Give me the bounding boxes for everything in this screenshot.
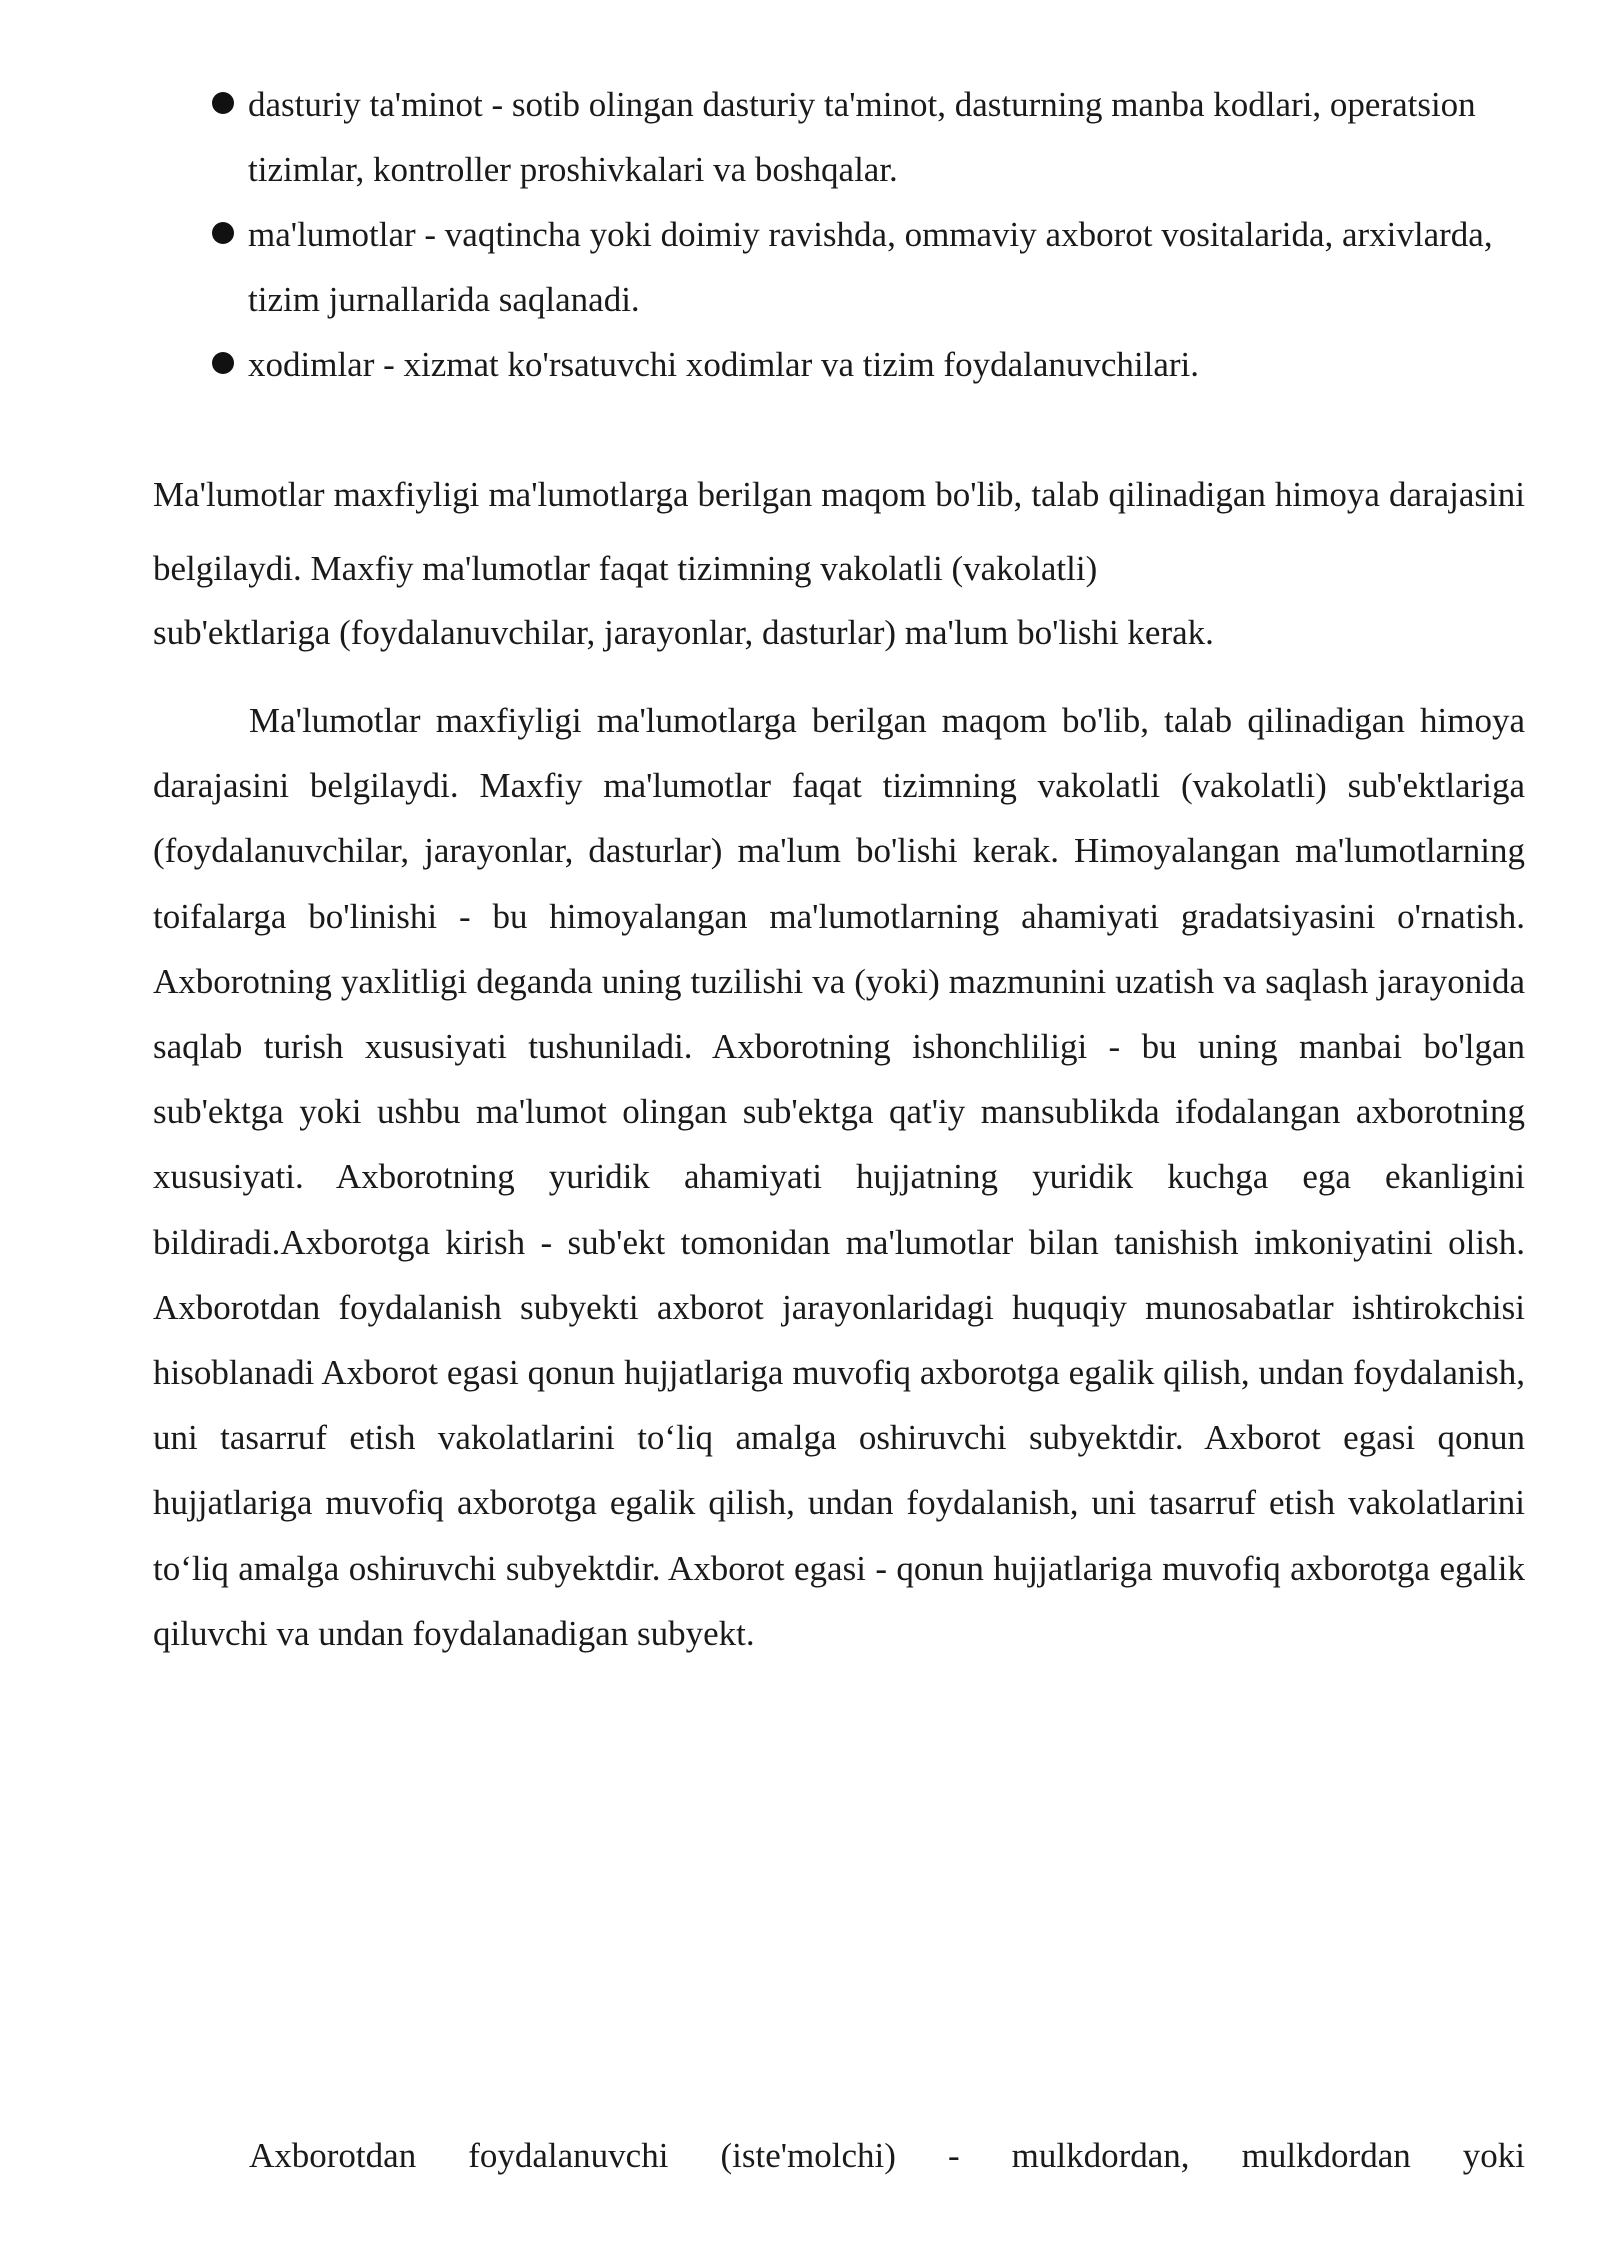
paragraph-information-user: Axborotdan foydalanuvchi (iste'molchi) - mulkdordan, mulkdordan yoki [249, 2136, 1525, 2175]
bullet-icon [212, 222, 234, 244]
bullet-list [210, 72, 1530, 397]
list-item [210, 72, 1530, 202]
list-item [210, 202, 1530, 332]
paragraph-confidentiality [153, 458, 1525, 670]
bullet-icon [212, 92, 234, 114]
list-item-text: dasturiy ta'minot - sotib olingan dasturiy ta'minot, dasturning manba kodlari, operatsion tizimlar, kontroller proshivkalari va boshqalar. [248, 85, 1476, 189]
paragraph-information-properties: Ma'lumotlar maxfiyligi ma'lumotlarga berilgan maqom bo'lib, talab qilinadigan himoya darajasini belgilaydi. Maxfiy ma'lumotlar faqat tizimning vakolatli (vakolatli) sub'ektlariga (foydalanuvchilar, jarayonlar, dasturlar) ma'lum bo'lishi kerak. Himoyalangan ma'lumotlarning toifalarga bo'linishi - bu himoyalangan ma'lumotlarning ahamiyati gradatsiyasini o'rnatish. Axborotning yaxlitligi deganda uning tuzilishi va (yoki) mazmunini uzatish va saqlash jarayonida saqlab turish xususiyati tushuniladi. Axborotning ishonchliligi - bu uning manbai bo'lgan sub'ektga yoki ushbu ma'lumot olingan sub'ektga qat'iy mansublikda ifodalangan axborotning xususiyati. Axborotning yuridik ahamiyati hujjatning yuridik kuchga ega ekanligini bildiradi.Axborotga kirish - sub'ekt tomonidan ma'lumotlar bilan tanishish imkoniyatini olish. Axborotdan foydalanish subyekti axborot jarayonlaridagi huquqiy munosabatlar ishtirokchisi hisoblanadi Axborot egasi qonun hujjatlariga muvofiq axborotga egalik qilish, undan foydalanish, uni tasarruf etish vakolatlarini to‘liq amalga oshiruvchi subyektdir. Axborot egasi qonun hujjatlariga muvofiq axborotga egalik qilish, undan foydalanish, uni tasarruf etish vakolatlarini to‘liq amalga oshiruvchi subyektdir. Axborot egasi - qonun hujjatlariga muvofiq axborotga egalik qiluvchi va undan foydalanadigan subyekt. [153, 701, 1525, 1653]
paragraph-text-last-line: sub'ektlariga (foydalanuvchilar, jarayonlar, dasturlar) ma'lum bo'lishi kerak. [153, 613, 1214, 652]
list-item [210, 332, 1530, 397]
bullet-icon [212, 352, 234, 374]
paragraph-text: Ma'lumotlar maxfiyligi ma'lumotlarga berilgan maqom bo'lib, talab qilinadigan himoya darajasini belgilaydi. Maxfiy ma'lumotlar faqat tizimning vakolatli (vakolatli) [153, 475, 1525, 588]
list-item-text: ma'lumotlar - vaqtincha yoki doimiy ravishda, ommaviy axborot vositalarida, arxivlarda, tizim jurnallarida saqlanadi. [248, 215, 1493, 319]
list-item-text: xodimlar - xizmat ko'rsatuvchi xodimlar va tizim foydalanuvchilari. [248, 345, 1200, 384]
